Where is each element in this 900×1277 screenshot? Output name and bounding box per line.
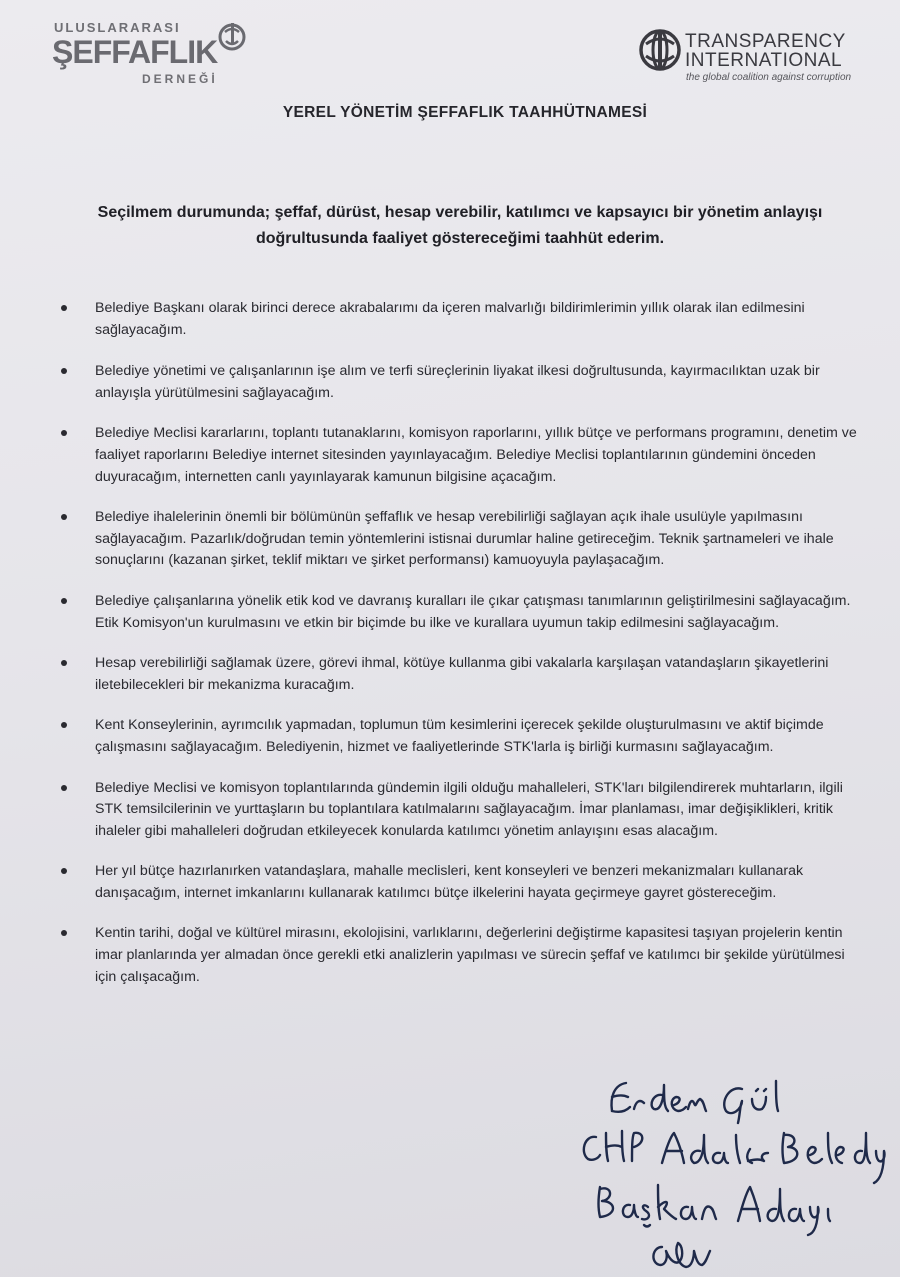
list-item <box>58 715 858 758</box>
list-item-text: Hesap verebilirliği sağlamak üzere, görevi ihmal, kötüye kullanma gibi vakalarla karşılaşan vatandaşların şikayetlerini iletebilecekleri bir mekanizma kuracağım. <box>95 655 829 693</box>
handwritten-signature <box>570 1075 890 1275</box>
bullet-icon <box>61 722 67 728</box>
list-item-text: Kentin tarihi, doğal ve kültürel mirasını, ekolojisini, varlıklarını, değerlerini değiştirme kapasitesi taşıyan projelerin kentin imar planlarında yer almadan önce gerekli etki analizlerin yapılması ve sürecin şeffaf ve katılımcı bir şekilde yürütülmesi için çalışacağım. <box>95 925 845 985</box>
list-item-text: Belediye Meclisi kararlarını, toplantı tutanaklarını, komisyon raporlarını, yıllık bütçe ve performans programını, denetim ve faaliyet raporlarını Belediye internet sitesinden yayınlayacağım. Belediye Meclisi toplantılarının gündemini önceden duyuracağım, internetten canlı yayınlayarak kamunun bilgisine açacağım. <box>95 425 857 485</box>
logo-right-line1: TRANSPARENCY <box>685 31 846 52</box>
signature-line-1: Erdem Gül <box>570 1075 575 1076</box>
intro-line-2: doğrultusunda faaliyet göstereceğimi taahhüt ederim. <box>255 230 665 247</box>
logo-right-tagline: the global coalition against corruption <box>686 72 852 83</box>
bullet-icon <box>61 660 67 666</box>
bullet-icon <box>61 930 67 936</box>
logo-left-line3: DERNEĞİ <box>142 72 218 86</box>
list-item-text: Belediye yönetimi ve çalışanlarının işe alım ve terfi süreçlerinin liyakat ilkesi doğrultusunda, kayırmacılıktan uzak bir anlayışla yürütülmesini sağlayacağım. <box>95 363 820 401</box>
list-item-text: Kent Konseylerinin, ayrımcılık yapmadan, toplumun tüm kesimlerini içerecek şekilde oluşturulmasını ve aktif biçimde çalışmasını sağlayacağım. Belediyenin, hizmet ve faaliyetlerinde STK'larla iş birliği kurmasını sağlayacağım. <box>95 717 824 755</box>
list-item <box>58 861 858 904</box>
list-item <box>58 923 858 988</box>
document-title: YEREL YÖNETİM ŞEFFAFLIK TAAHHÜTNAMESİ <box>282 104 648 121</box>
list-item-text: Belediye Meclisi ve komisyon toplantılarında gündemin ilgili olduğu mahalleleri, STK'ları bilgilendirerek muhtarların, ilgili STK temsilcilerinin ve yurttaşların bu toplantılara katılmalarını sağlayacağım. İmar planlaması, imar değişiklikleri, kritik ihaleler gibi mahalleleri doğrudan etkileyecek konularda katılımcı yönetim anlayışını esas alacağım. <box>95 779 843 839</box>
commitment-list <box>58 298 858 988</box>
bullet-icon <box>61 598 67 604</box>
transparency-international-logo <box>638 28 868 88</box>
list-item <box>58 298 858 341</box>
list-item-text: Belediye çalışanlarına yönelik etik kod ve davranış kuralları ile çıkar çatışması tanımlarının geliştirilmesini sağlayacağım. Etik Komisyon'un kurulmasını ve etkin bir biçimde bu ilke ve kurallara uyumun takip edilmesini sağlayacağım. <box>95 592 851 631</box>
commitment-intro <box>60 200 860 252</box>
logo-right-line2: INTERNATIONAL <box>685 50 843 71</box>
logo-left-line2: ŞEFFAFLIK <box>52 34 218 70</box>
list-item <box>58 653 858 696</box>
list-item-text: Her yıl bütçe hazırlanırken vatandaşlara, mahalle meclisleri, kent konseyleri ve benzeri mekanizmaları kullanarak danışacağım, internet imkanlarını kullanarak katılımcı bütçe ilkelerini hayata geçirmeye gayret göstereceğim. <box>95 863 804 901</box>
bullet-icon <box>61 785 67 791</box>
bullet-icon <box>61 430 67 436</box>
bullet-icon <box>61 868 67 874</box>
list-item <box>58 361 858 404</box>
intro-line-1: Seçilmem durumunda; şeffaf, dürüst, hesap verebilir, katılımcı ve kapsayıcı bir yönetim anlayışı <box>97 204 823 221</box>
list-item-text: Belediye Başkanı olarak birinci derece akrabalarımı da içeren malvarlığı bildirimlerimin yıllık olarak ilan edilmesini sağlayacağım. <box>95 300 805 338</box>
list-item <box>58 507 858 572</box>
globe-torch-icon <box>216 20 248 52</box>
bullet-icon <box>61 368 67 374</box>
seffaflik-dernegi-logo <box>52 20 252 88</box>
list-item <box>58 591 858 634</box>
list-item <box>58 778 858 843</box>
globe-torch-icon <box>638 28 682 72</box>
bullet-icon <box>61 305 67 311</box>
bullet-icon <box>61 514 67 520</box>
list-item <box>58 423 858 488</box>
logo-left-line1: ULUSLARARASI <box>54 20 181 35</box>
list-item-text: Belediye ihalelerinin önemli bir bölümünün şeffaflık ve hesap verebilirliği sağlayan açık ihale usulüyle yapılmasını sağlayacağım. Pazarlık/doğrudan temin yöntemlerini istisnai durumlar haline getireceğim. Teknik şartnameleri ve ihale sonuçlarını (kazanan şirket, teklif miktarı ve şirket performansı) kamuoyuyla paylaşacağım. <box>95 509 834 569</box>
